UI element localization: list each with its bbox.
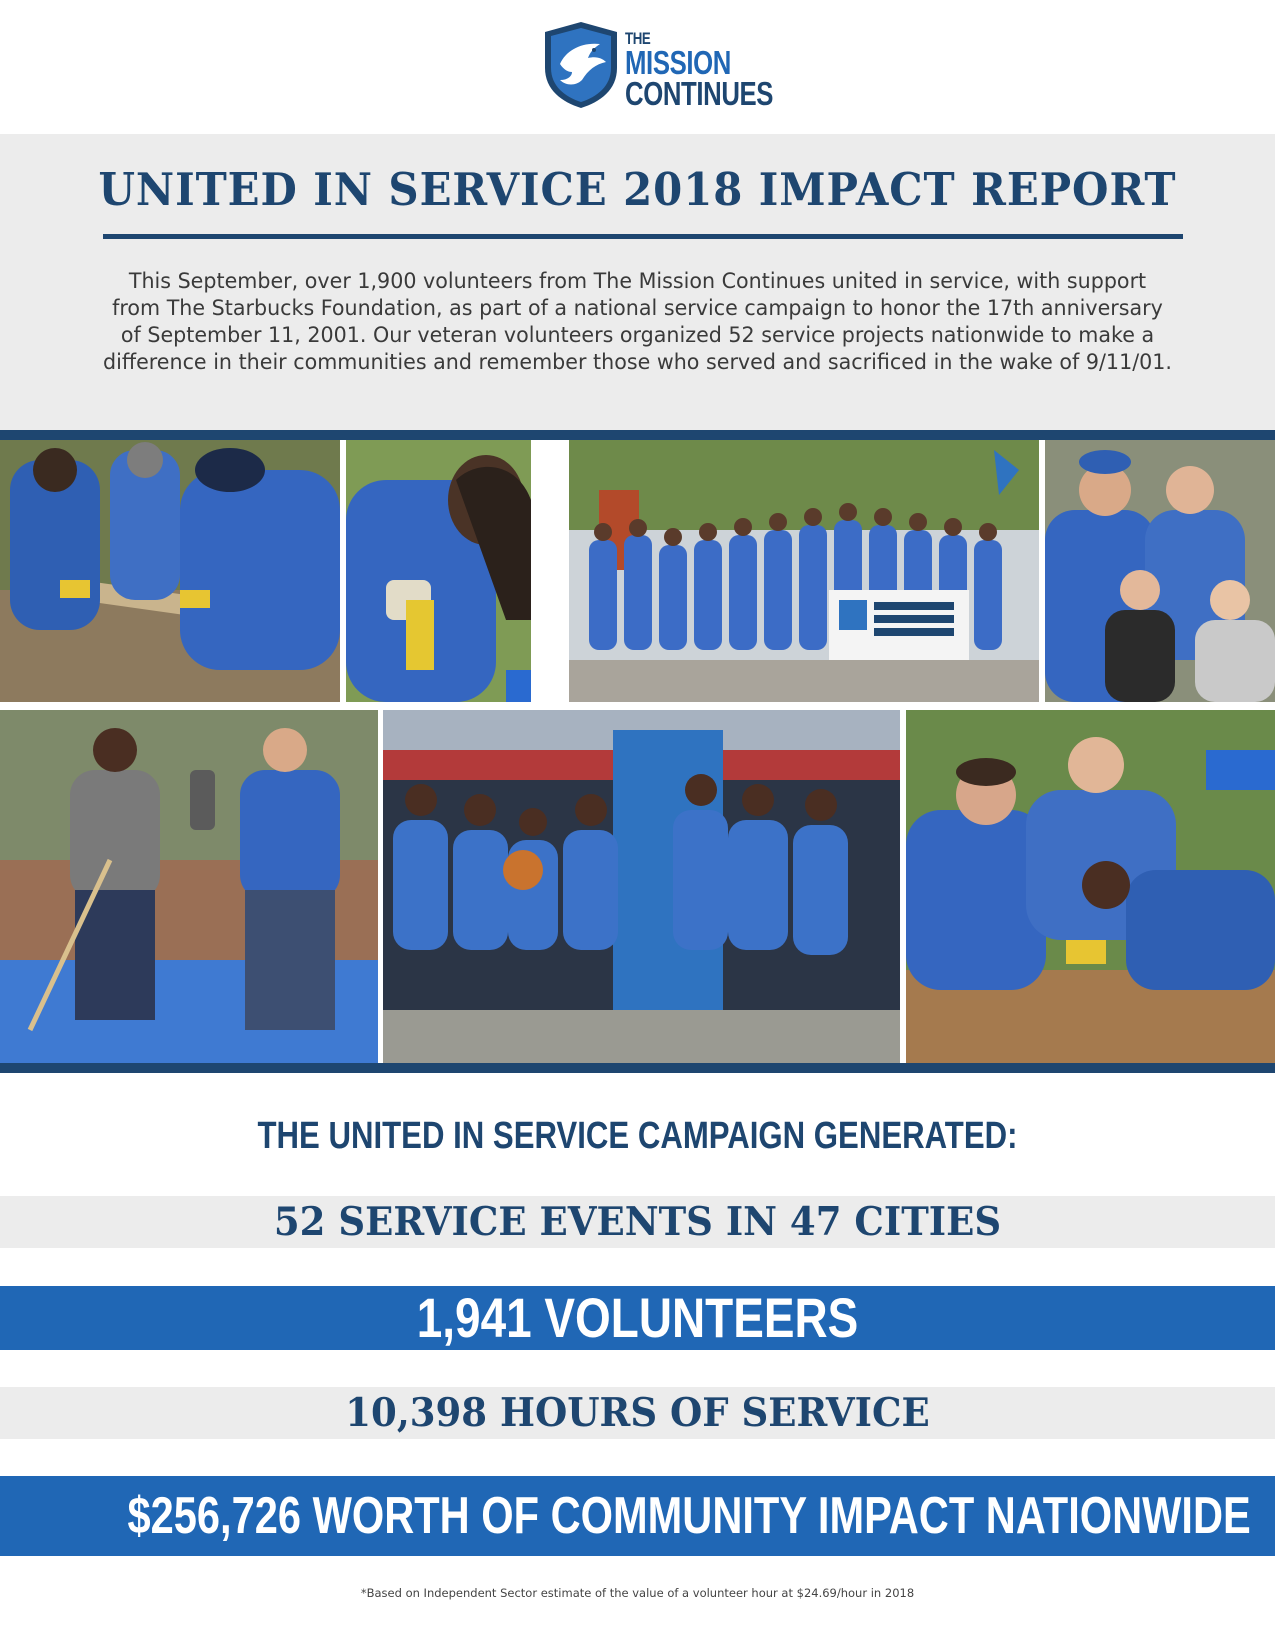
collage-border-bottom [0,1063,1275,1073]
photo-family [1045,440,1275,702]
stat-impact-text: $256,726 WORTH OF COMMUNITY IMPACT NATIONWIDE [127,1487,1251,1545]
intro-line: difference in their communities and remember those who served and sacrificed in the wake of 9/11/01. [103,350,1172,375]
stat-hours-text: 10,398 HOURS OF SERVICE [345,1390,930,1436]
footnote: *Based on Independent Sector estimate of the value of a volunteer hour at $24.69/hour in 2018 [360,1586,915,1600]
logo-wordmark [625,30,773,110]
title-divider [103,234,1183,239]
page-title: UNITED IN SERVICE 2018 IMPACT REPORT [98,163,1177,216]
stat-bar-impact [0,1476,1275,1556]
stat-bar-events [0,1196,1275,1248]
photo-painting [0,710,378,1063]
stat-volunteers-text: 1,941 VOLUNTEERS [416,1286,859,1349]
collage-border-top [0,430,1275,440]
logo-mission: MISSION [625,44,731,81]
logo-continues: CONTINUES [625,75,774,112]
stat-bar-volunteers [0,1286,1275,1350]
photo-collage [0,440,1275,1063]
mission-continues-logo [542,20,774,112]
intro-line: This September, over 1,900 volunteers from The Mission Continues united in service, with support [128,269,1147,294]
stat-events-text: 52 SERVICE EVENTS IN 47 CITIES [273,1199,1002,1245]
intro-paragraph [69,268,1207,376]
photo-volunteers-building [0,440,340,702]
logo-the: THE [625,29,651,48]
photo-woodworking [906,710,1275,1063]
shield-bird-icon [542,20,620,110]
stat-bar-hours [0,1387,1275,1439]
photo-volunteer-drill [346,440,531,702]
intro-line: of September 11, 2001. Our veteran volunteers organized 52 service projects nationwide to make a [120,323,1155,348]
photo-group-banner [569,440,1039,702]
photo-group-basketball [383,710,900,1063]
intro-line: from The Starbucks Foundation, as part of a national service campaign to honor the 17th anniversary [112,296,1163,321]
stats-heading: THE UNITED IN SERVICE CAMPAIGN GENERATED: [257,1115,1018,1157]
